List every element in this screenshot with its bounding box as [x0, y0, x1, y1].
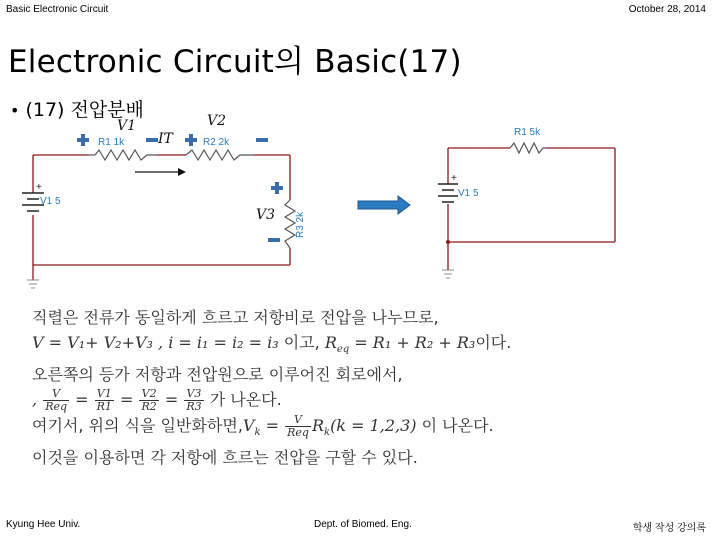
text-line-3: 오른쪽의 등가 저항과 전압원으로 이루어진 회로에서,: [32, 365, 403, 385]
resistor-r1-right-symbol: [510, 143, 546, 153]
plus-r1-v: [81, 134, 85, 146]
frac-v2-r2: $\frac{V2}{R2}$: [141, 387, 157, 414]
text-line-5-lead: 여기서, 위의 식을 일반화하면,: [32, 416, 243, 436]
label-v3-symbol: V3: [256, 207, 276, 223]
footer-university: Kyung Hee Univ.: [6, 519, 81, 530]
text-line-5: [32, 413, 511, 445]
eq-vk-symbol: V: [242, 416, 255, 436]
battery-plus-right: +: [451, 173, 457, 184]
header-date: October 28, 2014: [628, 4, 706, 15]
eq-vk-equals: =: [260, 416, 285, 436]
transform-arrow: [358, 196, 410, 214]
text-line-6: 이것을 이용하면 각 저항에 흐르는 전압을 구할 수 있다.: [32, 448, 418, 468]
label-r3: R3 2k: [295, 211, 306, 238]
label-v1-right: V1 5: [458, 188, 479, 199]
right-node-dot: [446, 240, 450, 244]
resistor-r1-symbol: [95, 150, 157, 160]
minus-r3: [268, 238, 280, 242]
eq-req-subscript: eq: [336, 344, 350, 356]
minus-r1: [146, 138, 158, 142]
label-r1: R1 1k: [98, 137, 125, 148]
eq-req-sum: = R₁ + R₂ + R₃: [349, 333, 476, 352]
label-v2-symbol: V2: [207, 113, 227, 129]
plus-r3-v: [275, 182, 279, 194]
minus-r2: [256, 138, 268, 142]
polarity-marks: [77, 134, 283, 242]
battery-v1-right-symbol: [438, 184, 458, 202]
eq-req-symbol: R: [324, 333, 337, 352]
frac-vk-req: $\frac{V}{\text{Req}}$: [287, 413, 309, 440]
eq-rk-subscript: k: [324, 427, 331, 439]
eq-vk-subscript: k: [254, 427, 261, 439]
eq-series-sum: V = V₁+ V₂+V₃ , i = i₁ = i₂ = i₃: [32, 333, 279, 352]
text-line-5-tail: 이 나온다.: [416, 416, 494, 436]
text-line-4-tail: 가 나온다.: [209, 390, 282, 410]
footer-department: Dept. of Biomed. Eng.: [314, 519, 412, 530]
eq-rk-symbol: R: [311, 416, 324, 436]
left-circuit: [33, 155, 290, 280]
frac-v3-r3: $\frac{V3}{R3}$: [186, 387, 202, 414]
frac-v-req: $\frac{V}{\text{Req}}$: [45, 387, 68, 414]
plus-r2-v: [189, 134, 193, 146]
explanation-text: [32, 305, 511, 470]
text-line-2: [32, 330, 511, 362]
current-arrow-head: [178, 168, 186, 176]
header-course-title: Basic Electronic Circuit: [6, 4, 109, 15]
battery-plus-left: +: [36, 182, 42, 193]
footer-note: 학생 작성 강의록: [632, 523, 706, 534]
slide-title: Electronic Circuit의 Basic(17): [8, 44, 462, 80]
text-line-2-join: 이고,: [278, 333, 325, 352]
label-r2: R2 2k: [203, 137, 230, 148]
text-line-1: 직렬은 전류가 동일하게 흐르고 저항비로 전압을 나누므로,: [32, 308, 439, 327]
ground-right-symbol: [442, 270, 454, 278]
right-circuit: [448, 148, 615, 270]
bullet-text: (17) 전압분배: [25, 99, 144, 121]
resistor-r3-symbol: [285, 200, 295, 248]
label-r1-right: R1 5k: [514, 127, 541, 138]
label-current-symbol: IT: [158, 131, 173, 147]
text-line-4: , $\frac{V}{\text{Req}}$ = $\frac{V1}{R1}$ = $\frac{V2}{R2}$ = $\frac{V3}{R3}$ 가 나온다.: [32, 387, 282, 414]
eq-k-range: (k = 1,2,3): [330, 416, 417, 436]
resistor-r2-symbol: [186, 150, 254, 160]
frac-v1-r1: $\frac{V1}{R1}$: [96, 387, 112, 414]
text-line-2-end: 이다.: [475, 333, 512, 352]
ground-left-symbol: [27, 280, 39, 288]
label-v1-symbol: V1: [117, 118, 137, 134]
bullet-dot: •: [10, 101, 20, 120]
label-v1-left: V1 5: [40, 196, 61, 207]
